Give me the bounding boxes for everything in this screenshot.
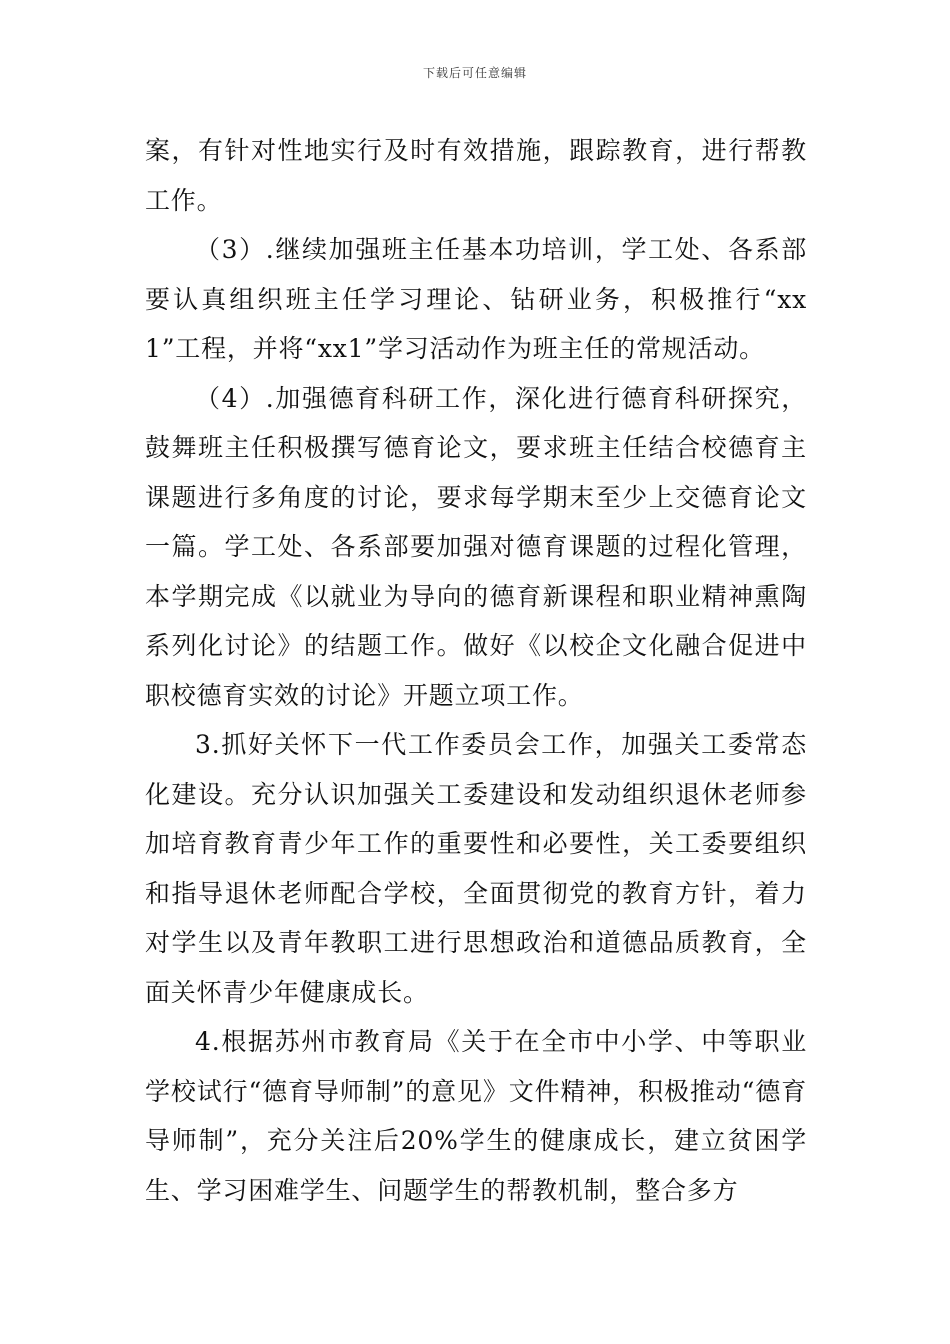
- paragraph-section-4: 4.根据苏州市教育局《关于在全市中小学、中等职业学校试行“德育导师制”的意见》文件精神，积极推动“德育导师制”，充分关注后20%学生的健康成长，建立贫困学生、学习困难学生、问题学生的帮教机制，整合多方: [145, 1027, 807, 1205]
- document-body: [145, 126, 807, 1215]
- paragraph-item-4: （4）.加强德育科研工作，深化进行德育科研探究，鼓舞班主任积极撰写德育论文，要求班主任结合校德育主课题进行多角度的讨论，要求每学期末至少上交德育论文一篇。学工处、各系部要加强对德育课题的过程化管理，本学期完成《以就业为导向的德育新课程和职业精神熏陶系列化讨论》的结题工作。做好《以校企文化融合促进中职校德育实效的讨论》开题立项工作。: [145, 383, 807, 710]
- paragraph-continuation: 案，有针对性地实行及时有效措施，跟踪教育，进行帮教工作。: [145, 136, 807, 215]
- paragraph-item-3: （3）.继续加强班主任基本功培训，学工处、各系部要认真组织班主任学习理论、钻研业务，积极推行“xx1”工程，并将“xx1”学习活动作为班主任的常规活动。: [145, 235, 807, 363]
- paragraph-section-3: 3.抓好关怀下一代工作委员会工作，加强关工委常态化建设。充分认识加强关工委建设和发动组织退休老师参加培育教育青少年工作的重要性和必要性，关工委要组织和指导退休老师配合学校，全面贯彻党的教育方针，着力对学生以及青年教职工进行思想政治和道德品质教育，全面关怀青少年健康成长。: [145, 730, 807, 1007]
- page-header: 下载后可任意编辑: [422, 66, 527, 80]
